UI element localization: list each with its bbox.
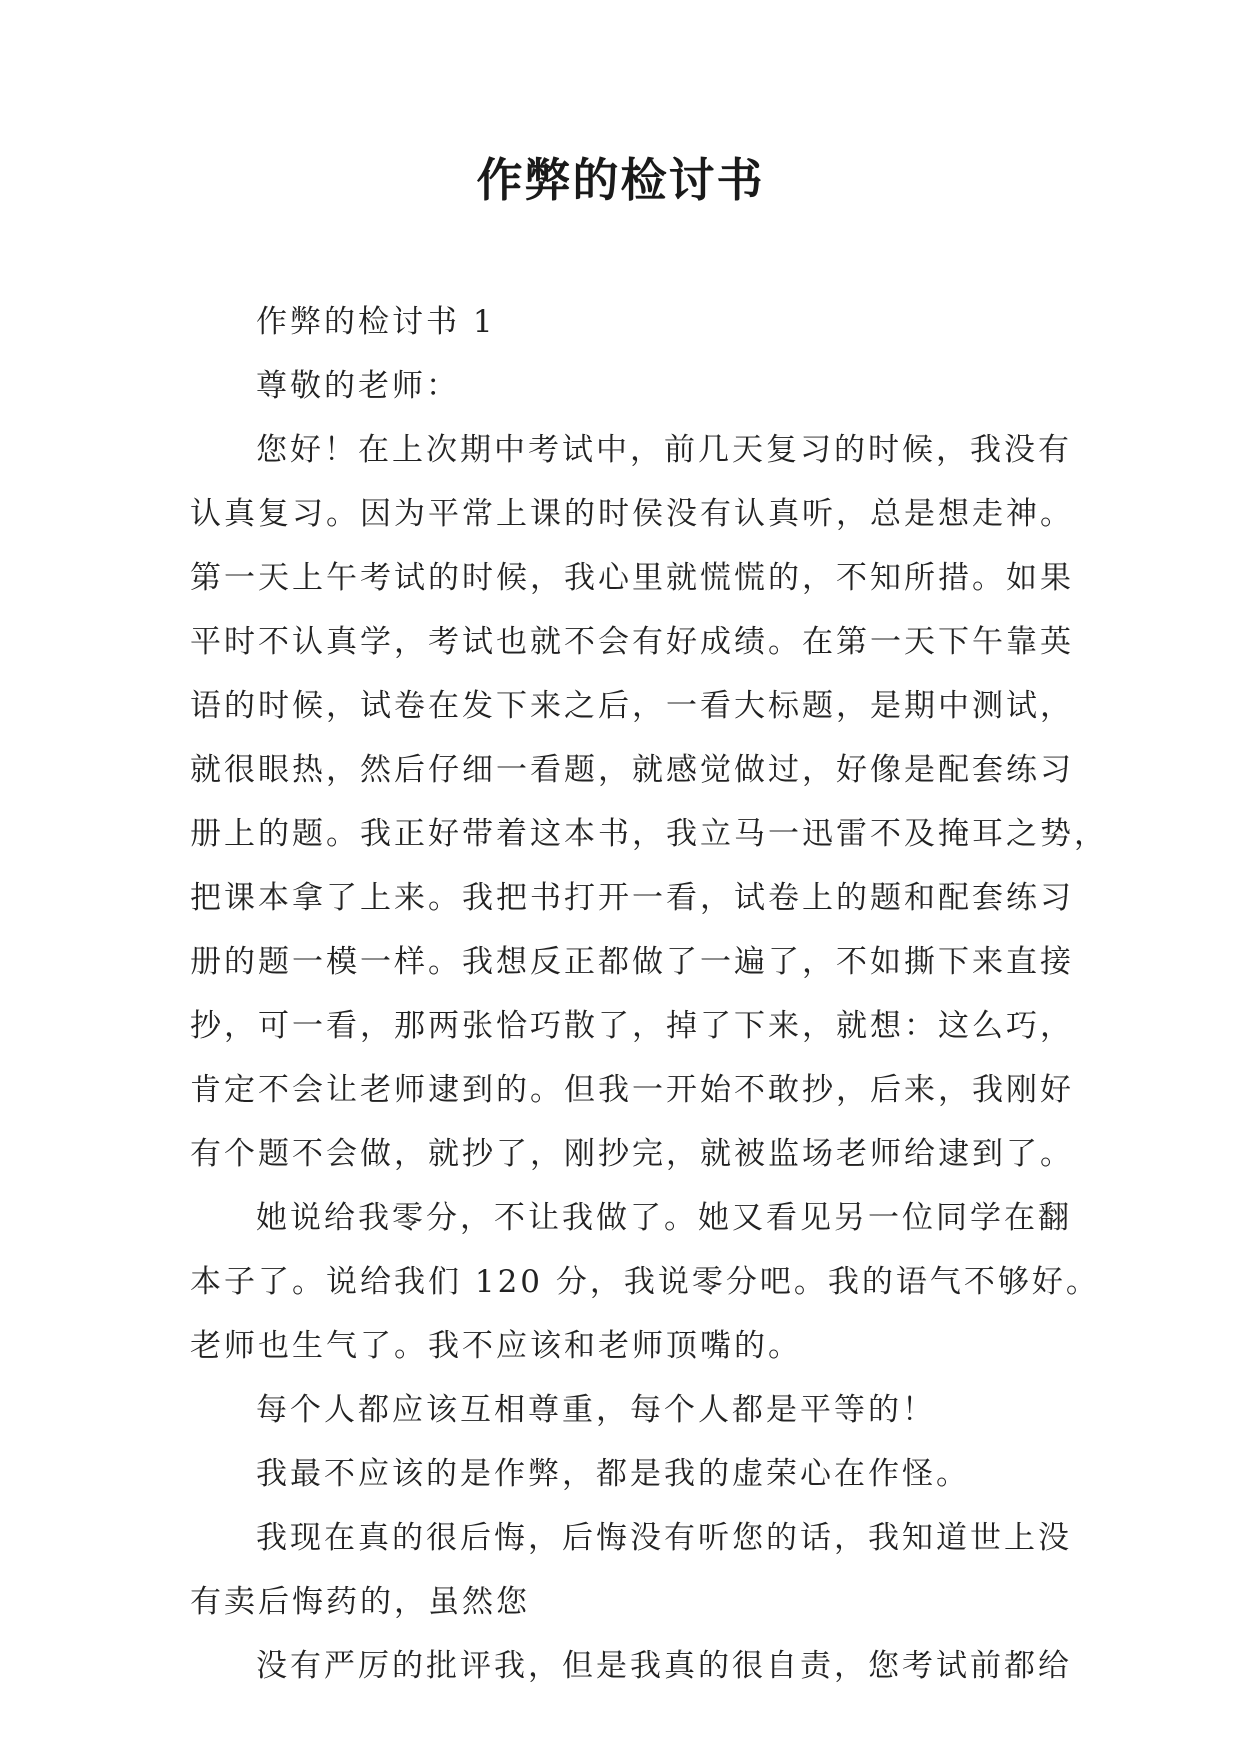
paragraph-line: 语的时候，试卷在发下来之后，一看大标题，是期中测试， xyxy=(190,688,1074,724)
section-heading: 作弊的检讨书 1 xyxy=(256,304,496,340)
paragraph-line: 抄，可一看，那两张恰巧散了，掉了下来，就想：这么巧， xyxy=(190,1008,1074,1044)
paragraph-line: 就很眼热，然后仔细一看题，就感觉做过，好像是配套练习 xyxy=(190,752,1074,788)
paragraph-line: 肯定不会让老师逮到的。但我一开始不敢抄，后来，我刚好 xyxy=(190,1072,1074,1108)
paragraph-line: 把课本拿了上来。我把书打开一看，试卷上的题和配套练习 xyxy=(190,880,1074,916)
paragraph-line: 我最不应该的是作弊，都是我的虚荣心在作怪。 xyxy=(256,1456,970,1492)
paragraph-line: 她说给我零分，不让我做了。她又看见另一位同学在翻 xyxy=(256,1200,1072,1236)
document-title: 作弊的检讨书 xyxy=(476,153,765,207)
paragraph-line: 老师也生气了。我不应该和老师顶嘴的。 xyxy=(190,1328,802,1364)
salutation: 尊敬的老师： xyxy=(256,368,460,404)
paragraph-line: 我现在真的很后悔，后悔没有听您的话，我知道世上没 xyxy=(256,1520,1072,1556)
paragraph-line: 没有严厉的批评我，但是我真的很自责，您考试前都给 xyxy=(256,1648,1072,1684)
paragraph-line: 第一天上午考试的时候，我心里就慌慌的，不知所措。如果 xyxy=(190,560,1074,596)
paragraph-line: 册上的题。我正好带着这本书，我立马一迅雷不及掩耳之势， xyxy=(190,816,1108,852)
paragraph-line: 册的题一模一样。我想反正都做了一遍了，不如撕下来直接 xyxy=(190,944,1074,980)
paragraph-line: 认真复习。因为平常上课的时侯没有认真听，总是想走神。 xyxy=(190,496,1074,532)
paragraph-line: 每个人都应该互相尊重，每个人都是平等的！ xyxy=(256,1392,936,1428)
paragraph-line: 本子了。说给我们 120 分，我说零分吧。我的语气不够好。 xyxy=(190,1264,1100,1300)
paragraph-line: 有个题不会做，就抄了，刚抄完，就被监场老师给逮到了。 xyxy=(190,1136,1074,1172)
paragraph-line: 平时不认真学，考试也就不会有好成绩。在第一天下午靠英 xyxy=(190,624,1074,660)
paragraph-line: 有卖后悔药的，虽然您 xyxy=(190,1584,530,1620)
paragraph-line: 您好！在上次期中考试中，前几天复习的时候，我没有 xyxy=(256,432,1072,468)
